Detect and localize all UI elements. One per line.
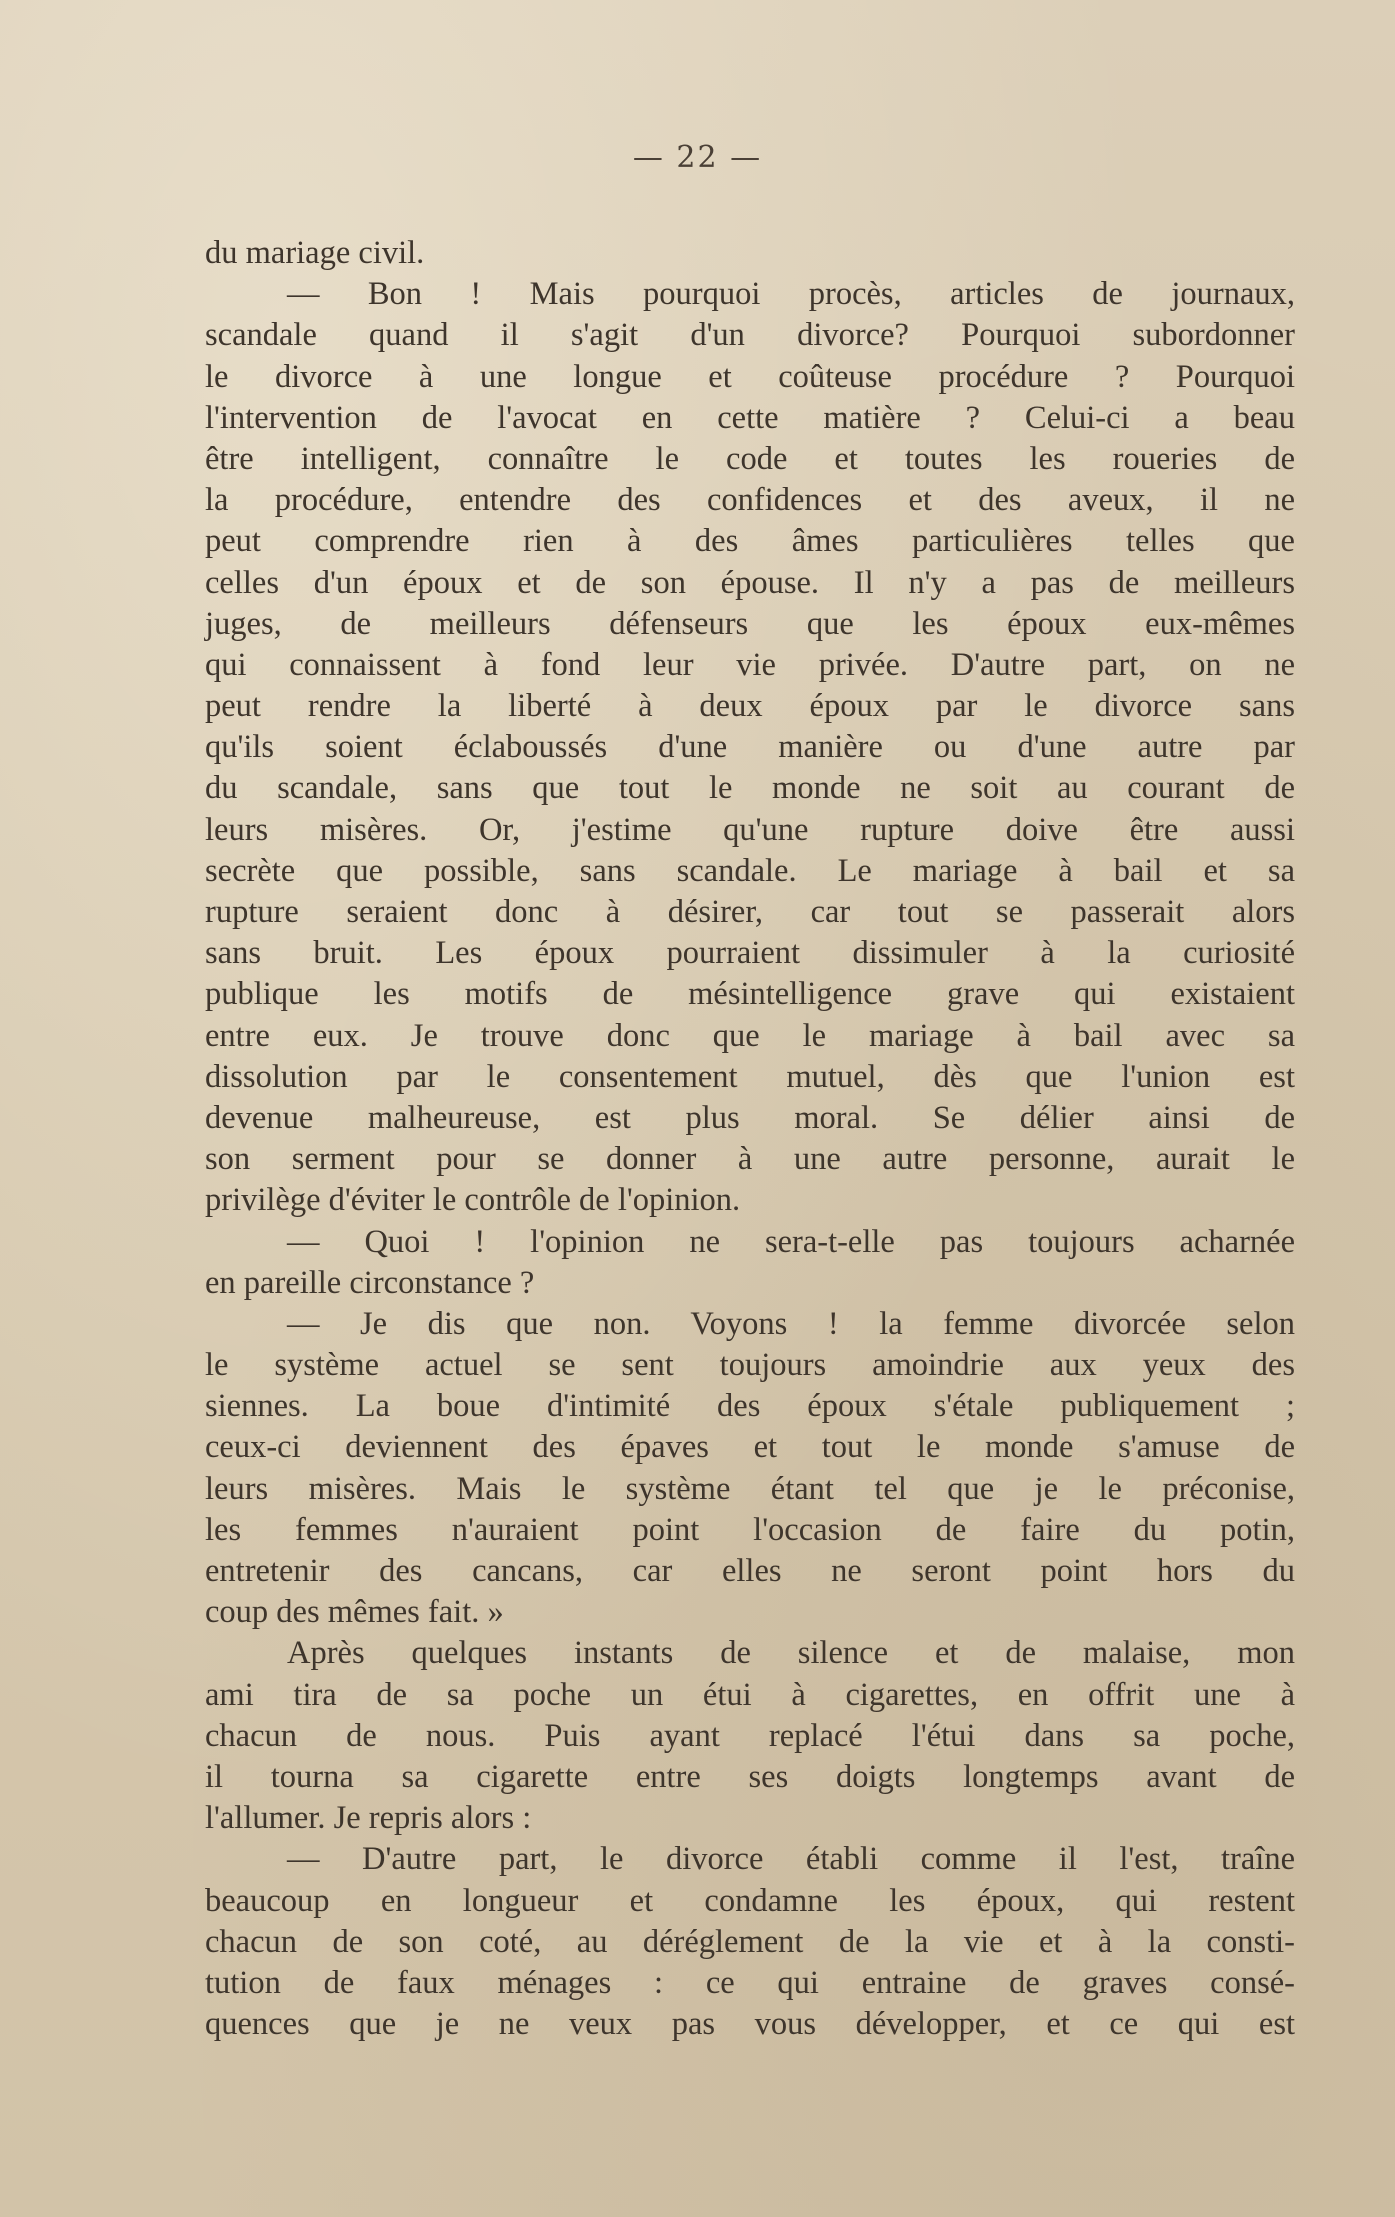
text-line: leurs misères. Mais le système étant tel que je le préconise, bbox=[205, 1470, 1295, 1507]
text-line: le divorce à une longue et coûteuse procédure ? Pourquoi bbox=[205, 358, 1295, 395]
text-line: Après quelques instants de silence et de malaise, mon bbox=[287, 1635, 1295, 1672]
text-line: la procédure, entendre des confidences et des aveux, il ne bbox=[205, 482, 1295, 519]
text-line: il tourna sa cigarette entre ses doigts longtemps avant de bbox=[205, 1758, 1295, 1795]
text-line: quences que je ne veux pas vous développer, et ce qui est bbox=[205, 2006, 1295, 2043]
text-line: publique les motifs de mésintelligence grave qui existaient bbox=[205, 976, 1295, 1013]
text-line: coup des mêmes fait. » bbox=[205, 1594, 504, 1631]
text-line: siennes. La boue d'intimité des époux s'étale publiquement ; bbox=[205, 1388, 1295, 1425]
text-line: — Je dis que non. Voyons ! la femme divorcée selon bbox=[287, 1305, 1295, 1342]
text-line: les femmes n'auraient point l'occasion de faire du potin, bbox=[205, 1511, 1295, 1548]
text-line: secrète que possible, sans scandale. Le mariage à bail et sa bbox=[205, 852, 1295, 889]
text-line: qu'ils soient éclaboussés d'une manière ou d'une autre par bbox=[205, 729, 1295, 766]
text-line: leurs misères. Or, j'estime qu'une rupture doive être aussi bbox=[205, 811, 1295, 848]
text-line: peut rendre la liberté à deux époux par le divorce sans bbox=[205, 688, 1295, 725]
text-line: du scandale, sans que tout le monde ne soit au courant de bbox=[205, 770, 1295, 807]
text-line: ceux-ci deviennent des épaves et tout le monde s'amuse de bbox=[205, 1429, 1295, 1466]
text-line: entre eux. Je trouve donc que le mariage à bail avec sa bbox=[205, 1017, 1295, 1054]
text-line: sans bruit. Les époux pourraient dissimuler à la curiosité bbox=[205, 935, 1295, 972]
text-line: tution de faux ménages : ce qui entraine de graves consé- bbox=[205, 1964, 1295, 2001]
text-line: — Bon ! Mais pourquoi procès, articles de journaux, bbox=[287, 276, 1295, 313]
page-number: — 22 — bbox=[632, 140, 763, 175]
text-line: chacun de nous. Puis ayant replacé l'étui dans sa poche, bbox=[205, 1717, 1295, 1754]
text-line: juges, de meilleurs défenseurs que les époux eux-mêmes bbox=[205, 605, 1295, 642]
text-line: ami tira de sa poche un étui à cigarettes, en offrit une à bbox=[205, 1676, 1295, 1713]
text-line: entretenir des cancans, car elles ne seront point hors du bbox=[205, 1553, 1295, 1589]
text-line: en pareille circonstance ? bbox=[205, 1264, 535, 1301]
text-line: privilège d'éviter le contrôle de l'opinion. bbox=[205, 1182, 741, 1219]
text-line: le système actuel se sent toujours amoindrie aux yeux des bbox=[205, 1347, 1295, 1384]
text-line: rupture seraient donc à désirer, car tout se passerait alors bbox=[205, 894, 1295, 930]
text-line: — Quoi ! l'opinion ne sera-t-elle pas toujours acharnée bbox=[287, 1223, 1295, 1260]
text-line: beaucoup en longueur et condamne les époux, qui restent bbox=[205, 1882, 1295, 1919]
body-text bbox=[205, 233, 1295, 2045]
text-line: l'intervention de l'avocat en cette matière ? Celui-ci a beau bbox=[205, 399, 1295, 436]
text-line: chacun de son coté, au déréglement de la vie et à la consti- bbox=[205, 1923, 1295, 1960]
text-line: devenue malheureuse, est plus moral. Se délier ainsi de bbox=[205, 1099, 1295, 1136]
text-line: celles d'un époux et de son épouse. Il n'y a pas de meilleurs bbox=[205, 564, 1295, 601]
text-line: qui connaissent à fond leur vie privée. D'autre part, on ne bbox=[205, 646, 1295, 683]
text-line: scandale quand il s'agit d'un divorce? Pourquoi subordonner bbox=[205, 317, 1295, 354]
text-line: être intelligent, connaître le code et toutes les roueries de bbox=[205, 440, 1295, 477]
text-line: dissolution par le consentement mutuel, dès que l'union est bbox=[205, 1058, 1295, 1095]
text-line: l'allumer. Je repris alors : bbox=[205, 1800, 532, 1837]
text-line: peut comprendre rien à des âmes particulières telles que bbox=[205, 523, 1295, 560]
text-line: son serment pour se donner à une autre personne, aurait le bbox=[205, 1141, 1295, 1178]
text-line: du mariage civil. bbox=[205, 235, 425, 271]
text-line: — D'autre part, le divorce établi comme il l'est, traîne bbox=[287, 1841, 1295, 1878]
